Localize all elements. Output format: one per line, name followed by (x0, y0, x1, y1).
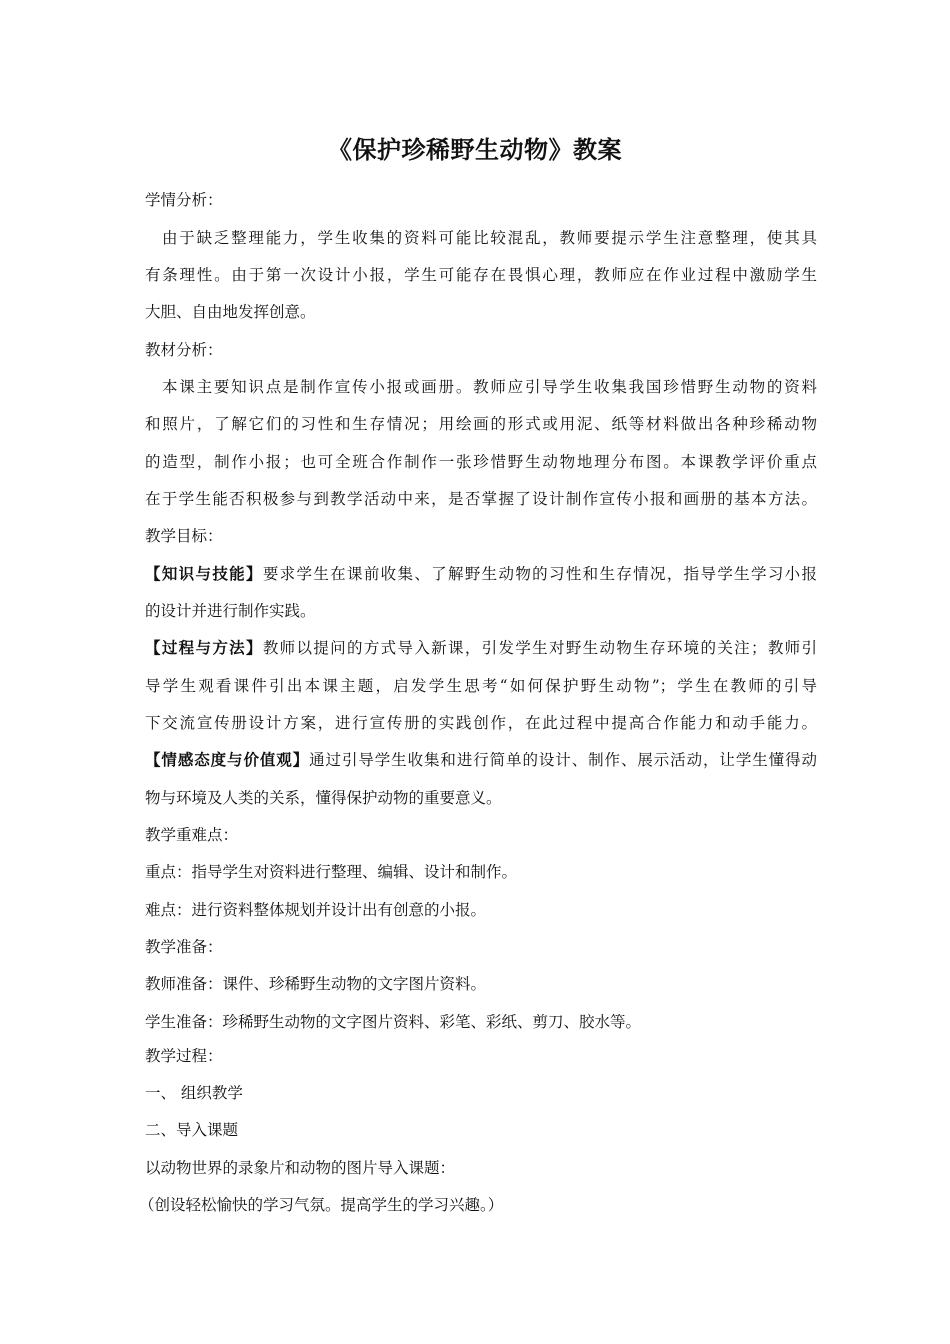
paragraph-line: 的造型，制作小报；也可全班合作制作一张珍惜野生动物地理分布图。本课教学评价重点 (145, 453, 817, 471)
tag-emotion: 【情感态度与价值观】 (145, 750, 310, 769)
key-point-line: 重点：指导学生对资料进行整理、编辑、设计和制作。 (145, 863, 518, 881)
heading-material-analysis: 教材分析： (145, 341, 223, 359)
paragraph-line: 有条理性。由于第一次设计小报，学生可能存在畏惧心理，教师应在作业过程中激励学生 (145, 266, 817, 284)
paragraph-line: 导学生观看课件引出本课主题，启发学生思考“如何保护野生动物”；学生在教师的引导 (145, 677, 817, 695)
tag-process: 【过程与方法】 (145, 638, 263, 657)
heading-learning-analysis: 学情分析： (145, 191, 223, 209)
goal-process-line (145, 637, 817, 659)
paragraph-line: 大胆、自由地发挥创意。 (145, 303, 316, 321)
paragraph-line: 在于学生能否积极参与到教学活动中来，是否掌握了设计制作宣传小报和画册的基本方法。 (145, 490, 817, 508)
goal-emotion-line (145, 749, 817, 771)
student-preparation-line: 学生准备：珍稀野生动物的文字图片资料、彩笔、彩纸、剪刀、胶水等。 (145, 1013, 642, 1031)
document-title: 《保护珍稀野生动物》教案 (328, 136, 622, 164)
paragraph-line: （创设轻松愉快的学习气氛。提高学生的学习兴趣。） (139, 1196, 504, 1214)
teacher-preparation-line: 教师准备：课件、珍稀野生动物的文字图片资料。 (145, 975, 487, 993)
step-one-line: 一、 组织教学 (145, 1084, 243, 1102)
paragraph-line: 物与环境及人类的关系，懂得保护动物的重要意义。 (145, 789, 502, 807)
heading-preparation: 教学准备： (145, 938, 223, 956)
paragraph-line: 和照片，了解它们的习性和生存情况；用绘画的形式或用泥、纸等材料做出各种珍稀动物 (145, 415, 817, 433)
goal-emotion-text: 通过引导学生收集和进行简单的设计、制作、展示活动，让学生懂得动 (309, 751, 817, 769)
heading-teaching-process: 教学过程： (145, 1047, 223, 1065)
difficult-point-line: 难点：进行资料整体规划并设计出有创意的小报。 (145, 901, 487, 919)
goal-knowledge-text: 要求学生在课前收集、了解野生动物的习性和生存情况，指导学生学习小报 (262, 565, 817, 583)
tag-knowledge: 【知识与技能】 (145, 564, 263, 583)
paragraph-line: 以动物世界的录象片和动物的图片导入课题： (145, 1159, 456, 1177)
heading-key-points: 教学重难点： (145, 826, 239, 844)
paragraph-line: 本课主要知识点是制作宣传小报或画册。教师应引导学生收集我国珍惜野生动物的资料 (162, 378, 817, 396)
goal-process-text: 教师以提问的方式导入新课，引发学生对野生动物生存环境的关注；教师引 (262, 639, 817, 657)
paragraph-line: 的设计并进行制作实践。 (145, 602, 316, 620)
step-two-line: 二、导入课题 (145, 1121, 239, 1139)
goal-knowledge-line (145, 563, 817, 585)
paragraph-line: 由于缺乏整理能力，学生收集的资料可能比较混乱，教师要提示学生注意整理，使其具 (162, 229, 817, 247)
heading-teaching-goals: 教学目标： (145, 527, 223, 545)
paragraph-line: 下交流宣传册设计方案，进行宣传册的实践创作，在此过程中提高合作能力和动手能力。 (145, 714, 817, 732)
